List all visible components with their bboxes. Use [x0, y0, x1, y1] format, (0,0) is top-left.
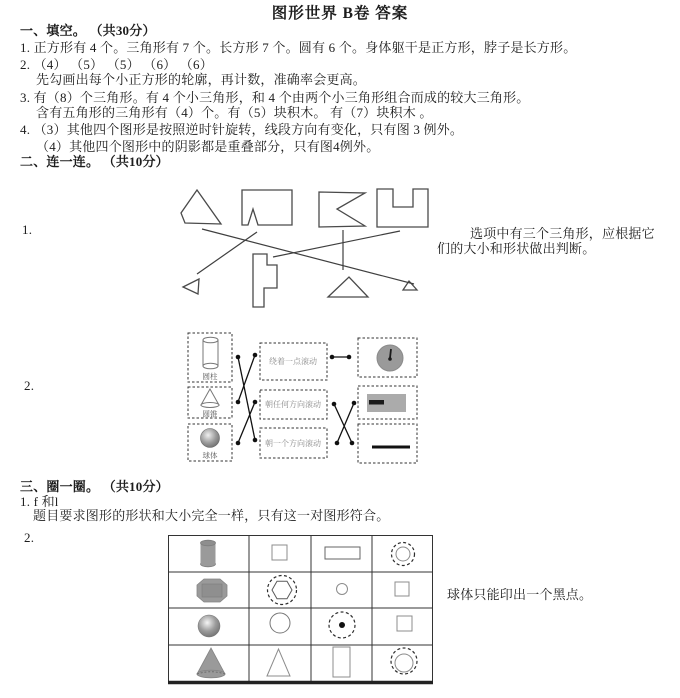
sphere-figure [201, 429, 220, 448]
cylinder-figure [203, 337, 218, 369]
shape-rect-spike-notch [242, 190, 292, 225]
line-cone-around-point [238, 355, 255, 402]
trace-area-picture [367, 394, 406, 412]
r4-triangle-outline [267, 649, 290, 676]
s1-answer-2: 2. （4） （5） （5） （6） （6） [20, 57, 213, 72]
s3-item2-note: 球体只能印出一个黑点。 [447, 587, 593, 602]
s2-item1-number: 1. [22, 222, 33, 237]
section3-heading: 三、圈一圈。 （共10分） [20, 479, 169, 494]
s1-answer-1: 1. 正方形有 4 个。三角形有 7 个。长方形 7 个。圆有 6 个。身体躯干是正方形，脖子是长方形。 [20, 40, 577, 55]
r1-answer-circle-mark [392, 543, 415, 566]
match-line-b [197, 232, 257, 274]
connector-lines [238, 355, 354, 443]
r1-circle-outline [396, 547, 410, 561]
s1-answer-3: 3. 有（8）个三角形。有 4 个小三角形，和 4 个由两个小三角形组合而成的较大三角形。 [20, 90, 530, 105]
r2-circle-outline [337, 584, 348, 595]
match-shapes-diagram [170, 185, 440, 312]
shape-clipped-triangle [181, 190, 221, 224]
r4-circle-outline [395, 654, 413, 672]
s3-item2-number: 2. [24, 530, 35, 545]
motion-any-direction-label: 朝任何方向滚动 [265, 400, 321, 409]
r1-rectangle-outline [325, 547, 360, 559]
r2-square-outline [395, 582, 409, 596]
match-line-a [202, 229, 414, 284]
r2-hexagon-outline [272, 581, 292, 598]
piece-stepped-block [253, 254, 277, 307]
piece-medium-triangle [328, 277, 368, 297]
cone-label: 圆锥 [202, 409, 218, 419]
s2-item1-note-line2: 们的大小和形状做出判断。 [437, 241, 596, 256]
line-cylinder-one-direction [238, 357, 255, 440]
r3-square-outline [397, 616, 412, 631]
s1-answer-2-note: 先勾画出每个小正方形的轮廓，再计数，准确率会更高。 [36, 72, 367, 87]
cylinder-3d [201, 540, 216, 567]
line-any-direction-line [334, 404, 352, 443]
s1-answer-3-note: 含有五角形的三角形有（4）个。有（5）块积木。 有（7）块积木 。 [36, 105, 433, 120]
line-sphere-any-direction [238, 402, 255, 443]
cylinder-label: 圆柱 [202, 372, 218, 381]
sphere-label: 球体 [202, 451, 218, 460]
s1-answer-4: 4. （3）其他四个图形是按照逆时针旋转，线段方向有变化，只有图 3 例外。 [20, 122, 464, 137]
print-answer-table [168, 535, 434, 687]
piece-small-left-triangle [183, 279, 199, 294]
s2-item1-note-line1: 选项中有三个三角形，应根据它 [470, 226, 655, 241]
rolling-match-diagram [185, 328, 420, 468]
section1-heading: 一、填空。 （共30分） [20, 23, 156, 38]
r3-black-dot [339, 622, 345, 628]
s3-item1-note: 题目要求图形的形状和大小完全一样，只有这一对图形符合。 [33, 508, 390, 523]
line-one-direction-area [337, 403, 354, 443]
motion-one-direction-label: 朝一个方向滚动 [265, 439, 321, 448]
r3-circle-outline [270, 613, 290, 633]
page-title: 图形世界 B卷 答案 [271, 5, 409, 22]
shape-flag-notch [319, 192, 365, 227]
cone-figure [201, 389, 219, 408]
cone-3d [197, 648, 225, 678]
s2-item2-number: 2. [24, 378, 35, 393]
box-trace-line [358, 424, 417, 463]
s3-item1-answer: 1. f 和l [20, 494, 59, 509]
r1-square-outline [272, 545, 287, 560]
section2-heading: 二、连一连。 （共10分） [20, 154, 169, 169]
trace-circle-picture [377, 345, 403, 371]
sphere-3d [198, 615, 220, 637]
hexagonal-block-3d [197, 579, 227, 602]
motion-around-point-label: 绕着一点滚动 [269, 357, 317, 366]
r4-rectangle-outline [333, 647, 350, 677]
s1-answer-4-note: （4）其他四个图形中的阴影都是重叠部分，只有图4例外。 [36, 139, 380, 154]
shape-rect-square-notch [377, 189, 428, 227]
match-line-d [273, 231, 400, 257]
